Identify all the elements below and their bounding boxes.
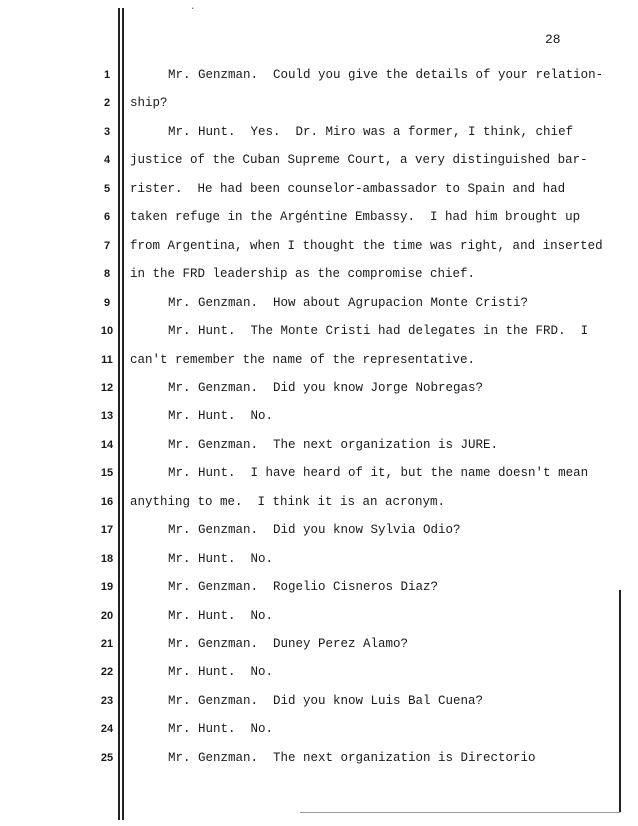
line-number: 12 [100,381,114,394]
transcript-line: Mr. Hunt. The Monte Cristi had delegates in the FRD. I [168,324,589,339]
line-number: 19 [100,581,114,594]
transcript-line: in the FRD leadership as the compromise chief. [130,267,476,282]
transcript-line: justice of the Cuban Supreme Court, a very distinguished bar- [130,153,588,168]
transcript-line: Mr. Genzman. Did you know Sylvia Odio? [168,523,461,538]
line-number: 18 [100,552,114,565]
scan-mark: . [190,2,196,12]
transcript-line: from Argentina, when I thought the time was right, and inserted [130,238,603,253]
line-number: 15 [100,467,114,480]
transcript-line: Mr. Genzman. The next organization is Directorio [168,750,536,765]
transcript-line: anything to me. I think it is an acronym. [130,494,446,509]
transcript-line: Mr. Hunt. No. [168,722,274,737]
bottom-scan-line [300,812,620,813]
transcript-line: Mr. Genzman. How about Agrupacion Monte Cristi? [168,295,529,310]
left-margin-rule-inner [122,8,124,820]
line-number: 17 [100,524,114,537]
transcript-line: Mr. Genzman. Did you know Jorge Nobregas? [168,380,484,395]
transcript-line: Mr. Genzman. Duney Perez Alamo? [168,637,409,651]
line-number: 9 [103,296,111,309]
right-margin-rule [619,590,621,812]
line-number: 16 [100,495,114,508]
transcript-line: Mr. Hunt. I have heard of it, but the name doesn't mean [168,466,589,481]
transcript-line: ship? [130,96,168,111]
page-number: 28 [545,32,561,47]
line-number: 7 [103,239,111,252]
transcript-line: Mr. Hunt. Yes. Dr. Miro was a former, I think, chief [168,124,574,139]
transcript-line: can't remember the name of the representative. [130,352,476,367]
line-number: 21 [100,638,114,650]
line-number: 11 [101,353,113,366]
transcript-line: Mr. Genzman. Rogelio Cisneros Diaz? [168,580,439,595]
transcript-line: Mr. Hunt. No. [168,551,274,566]
transcript-line: Mr. Genzman. Could you give the details of your relation- [168,68,604,82]
line-number: 24 [100,723,114,736]
line-number: 3 [103,125,111,138]
line-number: 6 [103,211,111,224]
line-number: 13 [100,410,114,423]
transcript-line: Mr. Genzman. Did you know Luis Bal Cuena? [168,693,484,708]
line-number: 1 [103,69,111,81]
line-number: 23 [100,694,114,707]
line-number: 2 [103,97,111,110]
line-number: 4 [103,154,111,167]
line-number: 8 [103,268,111,281]
transcript-line: rister. He had been counselor-ambassador to Spain and had [130,181,566,196]
left-margin-rule-outer [118,8,120,820]
transcript-line: Mr. Genzman. The next organization is JURE. [168,437,499,452]
transcript-line: Mr. Hunt. No. [168,409,274,424]
transcript-line: Mr. Hunt. No. [168,608,274,623]
line-number: 14 [100,438,114,451]
transcript-line: taken refuge in the Argéntine Embassy. I had him brought up [130,210,581,225]
transcript-line: Mr. Hunt. No. [168,665,274,680]
line-number: 22 [100,666,114,679]
line-number: 20 [100,609,114,622]
line-number: 10 [100,325,114,338]
line-number: 5 [103,182,111,195]
line-number: 25 [100,751,114,764]
